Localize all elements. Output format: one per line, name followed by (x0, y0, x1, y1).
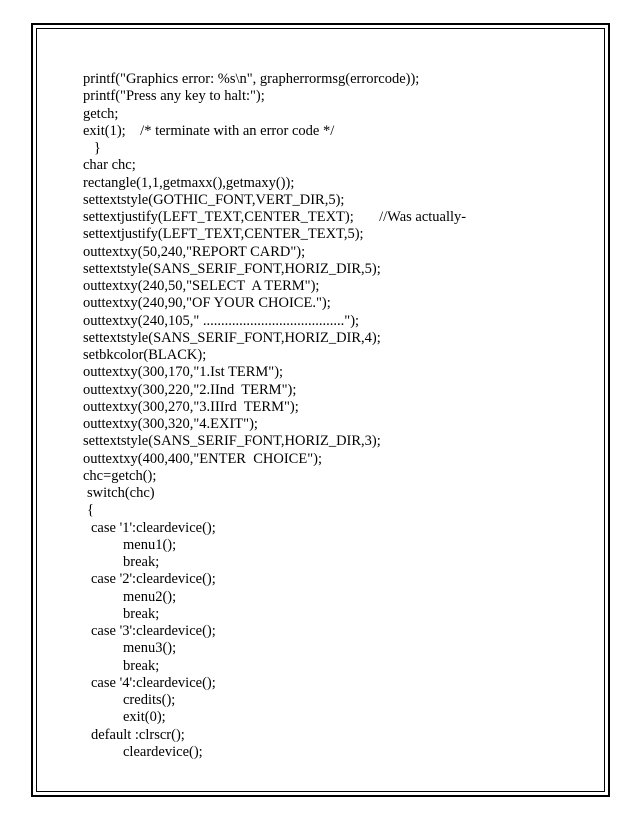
code-line: switch(chc) (87, 485, 155, 501)
code-line: outtextxy(300,220,"2.IInd TERM"); (83, 381, 297, 398)
code-line: credits(); (123, 692, 176, 708)
code-listing (83, 71, 583, 761)
code-line: case '2':cleardevice(); (91, 571, 216, 588)
code-line: getch; (83, 105, 119, 122)
code-line: { (87, 502, 94, 519)
code-line: outtextxy(400,400,"ENTER CHOICE"); (83, 450, 322, 467)
code-line: cleardevice(); (123, 743, 203, 760)
code-line: char chc; (83, 157, 136, 174)
code-line: settextjustify(LEFT_TEXT,CENTER_TEXT,5); (83, 226, 364, 243)
code-line: setbkcolor(BLACK); (83, 347, 207, 363)
code-line: outtextxy(240,90,"OF YOUR CHOICE."); (83, 295, 331, 312)
code-line: outtextxy(300,170,"1.Ist TERM"); (83, 364, 284, 381)
code-line: printf("Graphics error: %s\n", grapherrormsg(errorcode)); (83, 71, 420, 87)
code-line: menu1(); (123, 536, 177, 553)
code-line: rectangle(1,1,getmaxx(),getmaxy()); (83, 174, 295, 191)
code-line: chc=getch(); (83, 467, 157, 484)
code-line: break; (123, 554, 160, 570)
code-line: case '1':cleardevice(); (91, 519, 216, 536)
code-line: exit(1); /* terminate with an error code */ (83, 122, 335, 139)
code-line: settextstyle(SANS_SERIF_FONT,HORIZ_DIR,4); (83, 329, 381, 346)
code-line: printf("Press any key to halt:"); (83, 88, 265, 105)
code-line: settextstyle(SANS_SERIF_FONT,HORIZ_DIR,3); (83, 433, 381, 450)
code-line: outtextxy(240,105," ......................................."); (83, 312, 360, 329)
code-line: exit(0); (123, 709, 166, 726)
code-line: settextjustify(LEFT_TEXT,CENTER_TEXT); //Was actually- (83, 209, 467, 225)
code-line: break; (123, 605, 160, 622)
code-line: case '3':cleardevice(); (91, 623, 216, 639)
code-line: menu3(); (123, 640, 177, 657)
code-line: outtextxy(300,270,"3.IIIrd TERM"); (83, 398, 299, 415)
code-line: settextstyle(SANS_SERIF_FONT,HORIZ_DIR,5); (83, 260, 381, 277)
code-line: default :clrscr(); (91, 726, 185, 743)
code-line: outtextxy(50,240,"REPORT CARD"); (83, 243, 306, 260)
code-line: case '4':cleardevice(); (91, 674, 216, 691)
code-line: menu2(); (123, 588, 177, 605)
code-line: break; (123, 657, 160, 674)
code-line: settextstyle(GOTHIC_FONT,VERT_DIR,5); (83, 191, 345, 208)
code-line: } (83, 140, 101, 156)
code-line: outtextxy(240,50,"SELECT A TERM"); (83, 278, 320, 294)
code-line: outtextxy(300,320,"4.EXIT"); (83, 416, 258, 432)
